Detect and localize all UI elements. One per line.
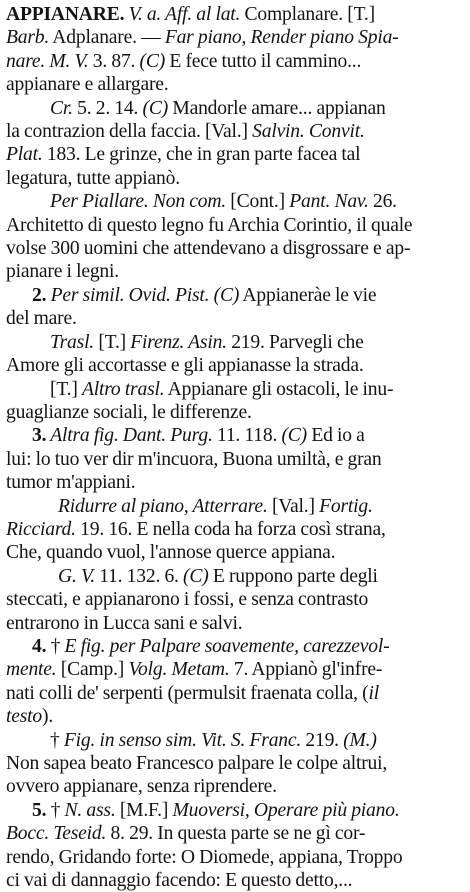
entry-line <box>6 612 464 635</box>
body-text: 11. 132. 6. <box>94 565 184 587</box>
body-text: † <box>46 635 65 657</box>
italic-text: Per simil. Ovid. Pist. <box>46 284 210 306</box>
italic-text: (C) <box>213 284 240 306</box>
italic-text: (M.) <box>343 729 377 751</box>
body-text: nati colli de' serpenti (permulsit fraenata colla, ( <box>6 682 369 704</box>
italic-text: mente. <box>6 659 57 681</box>
body-text: ovvero appianare, senza riprendere. <box>6 776 277 798</box>
italic-text: Ridurre al piano, Atterrare. <box>58 495 268 517</box>
entry-line <box>6 50 464 73</box>
entry-line <box>6 214 464 237</box>
body-text: [T.] <box>50 378 82 400</box>
italic-text: il <box>368 682 379 704</box>
italic-text: Pant. Nav. <box>289 191 369 213</box>
body-text: 26. <box>368 191 397 213</box>
body-text: Appianeràe le vie <box>239 284 377 306</box>
italic-text: Muoversi, Operare più piano. <box>172 799 400 821</box>
body-text: [T.] <box>94 331 131 353</box>
italic-text: (C) <box>142 97 169 119</box>
italic-text: (C) <box>183 565 209 587</box>
entry-line <box>6 237 464 260</box>
italic-text: Per Piallare. Non com. <box>50 191 226 213</box>
entry-line <box>6 424 464 447</box>
body-text: Ed io a <box>307 425 365 447</box>
body-text: Adplanare. — <box>49 27 165 49</box>
bold-text: 3. <box>32 425 47 447</box>
entry-line <box>6 471 464 494</box>
italic-text: Barb. <box>6 27 50 49</box>
body-text: 183. Le grinze, che in gran parte facea tal <box>42 144 361 166</box>
entry-line <box>6 378 464 401</box>
entry-line <box>6 307 464 330</box>
entry-line <box>6 682 464 705</box>
body-text: 219. Parvegli che <box>226 331 364 353</box>
body-text: E fece tutto il cammino... <box>165 50 362 72</box>
body-text: Complanare. [T.] <box>240 4 375 25</box>
entry-line <box>6 354 464 377</box>
entry-line <box>6 775 464 798</box>
italic-text: (C) <box>139 50 166 72</box>
body-text: del mare. <box>6 308 77 330</box>
body-text: guaglianze sociali, le differenze. <box>6 401 252 423</box>
entry-line <box>6 143 464 166</box>
body-text: Non sapea beato Francesco palpare le colpe altrui, <box>6 753 388 774</box>
body-text: 19. 16. E nella coda ha forza così strana, <box>75 518 386 540</box>
body-text: legatura, tutte appianò. <box>6 167 180 189</box>
entry-line <box>6 658 464 681</box>
italic-text: Bocc. Teseid. <box>6 823 107 845</box>
body-text: steccati, e appianarono i fossi, e senza contrasto <box>6 589 369 611</box>
body-text: [M.F.] <box>115 799 173 821</box>
italic-text: (C) <box>281 425 308 447</box>
entry-line <box>6 190 464 213</box>
entry-line <box>6 120 464 143</box>
italic-text: testo <box>6 706 43 728</box>
italic-text: nare. M. V. <box>6 50 89 72</box>
italic-text: Firenz. Asin. <box>130 331 227 353</box>
body-text: 7. Appianò gl'infre- <box>229 659 383 681</box>
entry-line <box>6 588 464 611</box>
body-text: volse 300 uomini che attendevano a disgrossare e ap- <box>6 238 411 260</box>
entry-line <box>6 565 464 588</box>
body-text: rendo, Gridando forte: O Diomede, appiana, Troppo <box>6 846 403 868</box>
body-text: † <box>46 799 65 821</box>
entry-line <box>6 869 464 892</box>
italic-text: Ricciard. <box>6 518 76 540</box>
entry-line <box>6 331 464 354</box>
body-text: Architetto di questo legno fu Archia Corintio, il quale <box>6 214 413 236</box>
body-text: Che, quando vuol, l'annose querce appiana. <box>6 542 336 564</box>
italic-text: N. ass. <box>64 799 116 821</box>
bold-text: 4. <box>32 635 47 657</box>
italic-text: Salvin. Convit. <box>252 121 365 143</box>
entry-line <box>6 97 464 120</box>
entry-line <box>6 260 464 283</box>
body-text: lui: lo tuo ver dir m'incuora, Buona umiltà, e gran <box>6 448 382 470</box>
entry-line <box>6 822 464 845</box>
italic-text: Plat. <box>6 144 43 166</box>
italic-text: G. V. <box>58 565 95 587</box>
italic-text: Volg. Metam. <box>128 659 230 681</box>
italic-text: Fig. in senso sim. Vit. S. Franc. <box>63 729 302 751</box>
italic-text: Fortig. <box>319 495 373 517</box>
body-text: Appianare gli ostacoli, le inu- <box>164 378 394 400</box>
body-text: 5. 2. 14. <box>72 97 143 119</box>
body-text: [Val.] <box>267 495 320 517</box>
body-text: E ruppono parte degli <box>208 565 378 587</box>
body-text: appianare e allargare. <box>6 74 169 96</box>
body-text: 11. 118. <box>212 425 282 447</box>
entry-line <box>6 495 464 518</box>
headword: APPIANARE. <box>6 4 125 25</box>
entry-line <box>6 284 464 307</box>
entry-line <box>6 448 464 471</box>
body-text: entrarono in Lucca sani e salvi. <box>6 612 243 634</box>
body-text: Mandorle amare... appianan <box>168 97 386 119</box>
body-text: pianare i legni. <box>6 261 119 283</box>
entry-line <box>6 846 464 869</box>
body-text: la contrazion della faccia. [Val.] <box>6 121 253 143</box>
entry-line <box>6 518 464 541</box>
bold-text: 5. <box>32 799 47 821</box>
body-text: [Cont.] <box>225 191 290 213</box>
body-text: ci vai di dannaggio facendo: E questo detto,... <box>6 870 353 892</box>
entry-line <box>6 752 464 775</box>
entry-line <box>6 729 464 752</box>
body-text: Amore gli accortasse e gli appianasse la strada. <box>6 355 364 377</box>
italic-text: Trasl. <box>50 331 95 353</box>
body-text: [Camp.] <box>56 659 129 681</box>
entry-line <box>6 635 464 658</box>
entry-line <box>6 73 464 96</box>
entry-line <box>6 541 464 564</box>
entry-line <box>6 167 464 190</box>
body-text: 219. <box>301 729 344 751</box>
entry-line <box>6 401 464 424</box>
italic-text: E fig. per Palpare soavemente, carezzevol- <box>64 635 390 657</box>
bold-text: 2. <box>32 284 47 306</box>
italic-text: Cr. <box>50 97 73 119</box>
dictionary-entry-appianare <box>6 3 464 892</box>
italic-text: Altro trasl. <box>81 378 165 400</box>
body-text: 3. 87. <box>88 50 140 72</box>
italic-text: Far piano, Render piano Spia- <box>164 27 399 49</box>
entry-line <box>6 26 464 49</box>
body-text: tumor m'appiani. <box>6 472 136 494</box>
body-text: † <box>50 729 64 751</box>
body-text: ). <box>42 706 54 728</box>
body-text: 8. 29. In questa parte se ne gì cor- <box>106 823 366 845</box>
italic-text: Altra fig. Dant. Purg. <box>46 425 213 447</box>
entry-line <box>6 3 464 26</box>
entry-line <box>6 705 464 728</box>
italic-text: V. a. Aff. al lat. <box>124 4 241 25</box>
